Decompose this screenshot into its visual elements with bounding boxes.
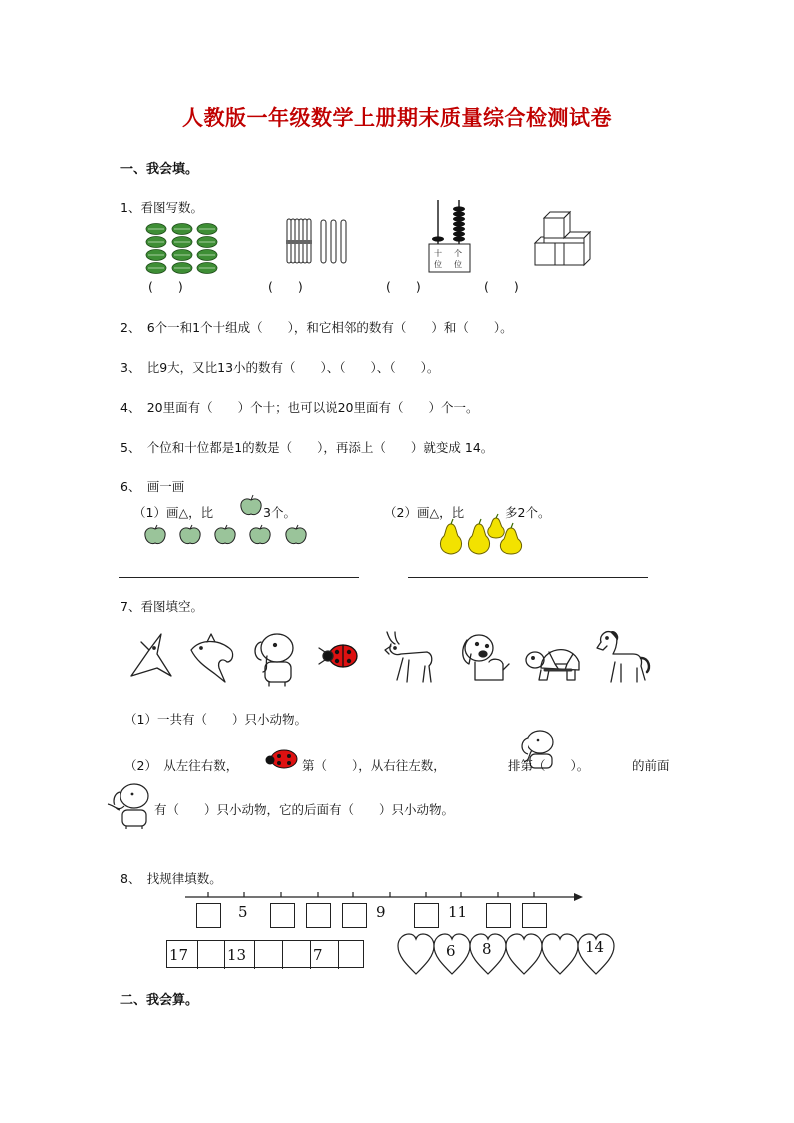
heart-value-6: 6: [446, 942, 456, 960]
number-line-value-9: 9: [376, 903, 386, 921]
grid-cell-7: 7: [310, 941, 338, 969]
number-line-box-5[interactable]: [414, 903, 439, 928]
answer-blank-4[interactable]: ( ): [484, 279, 519, 294]
grid-cell-13: 13: [224, 941, 254, 969]
answer-line-2[interactable]: [408, 577, 648, 578]
apples-row-picture: [143, 524, 313, 548]
question-7-part-3: 有（ ）只小动物，它的后面有（ ）只小动物。: [154, 802, 455, 817]
abacus-ten-label: 十: [434, 249, 442, 258]
elephant-icon: [255, 634, 293, 686]
grid-cell-17: 17: [169, 946, 189, 964]
heart-value-8: 8: [482, 940, 492, 958]
dog-icon: [463, 635, 509, 680]
question-7-part-2-c: 排第（ ）。: [508, 758, 590, 773]
abacus-one-wei-label: 位: [454, 260, 462, 269]
abacus-one-label: 个: [454, 249, 462, 258]
question-2: 2、 6个一和1个十组成（ ），和它相邻的数有（ ）和（ ）。: [120, 320, 513, 335]
page-title: 人教版一年级数学上册期末质量综合检测试卷: [182, 105, 612, 130]
question-6-part-1-a: （1）画△，比: [133, 505, 214, 520]
question-8-label: 8、 找规律填数。: [120, 871, 222, 886]
goat-icon: [385, 632, 432, 682]
number-line-box-7[interactable]: [522, 903, 547, 928]
question-4: 4、 20里面有（ ）个十；也可以说20里面有（ ）个一。: [120, 400, 479, 415]
question-7-part-2-d: 的前面: [632, 758, 670, 773]
number-line-box-6[interactable]: [486, 903, 511, 928]
pears-picture: [436, 516, 526, 556]
question-6-part-2-a: （2）画△，比: [384, 505, 465, 520]
animals-row-picture: [127, 628, 657, 688]
grid-cell-blank-3[interactable]: [282, 941, 310, 969]
answer-blank-1[interactable]: ( ): [148, 279, 183, 294]
question-7-part-2-b: 第（ ），从右往左数，: [302, 758, 446, 773]
question-6-part-2-b: 多2个。: [505, 505, 551, 520]
question-3: 3、 比9大，又比13小的数有（ ）、（ ）、（ ）。: [120, 360, 440, 375]
question-1-label: 1、看图写数。: [120, 200, 203, 215]
section-heading-calculate: 二、我会算。: [120, 993, 199, 1008]
number-line-box-2[interactable]: [270, 903, 295, 928]
answer-blank-3[interactable]: ( ): [386, 279, 421, 294]
number-line-value-11: 11: [448, 903, 468, 921]
question-6-label: 6、 画一画: [120, 479, 185, 494]
heart-value-14: 14: [585, 938, 605, 956]
number-line-value-5: 5: [238, 903, 248, 921]
question-7-part-1: （1）一共有（ ）只小动物。: [124, 712, 307, 727]
bird-icon: [131, 634, 171, 676]
sticks-bundle-picture: [285, 216, 351, 266]
question-6-part-1-b: 3个。: [263, 505, 296, 520]
question-5: 5、 个位和十位都是1的数是（ ），再添上（ ）就变成 14。: [120, 440, 494, 455]
grid-cell-blank-1[interactable]: [197, 941, 224, 969]
number-line-box-4[interactable]: [342, 903, 367, 928]
number-line-box-1[interactable]: [196, 903, 221, 928]
number-grid: [166, 940, 364, 968]
cubes-picture: [532, 208, 594, 270]
turtle-icon: [526, 650, 579, 680]
answer-blank-2[interactable]: ( ): [268, 279, 303, 294]
dolphin-icon: [191, 634, 233, 682]
elephant-small-icon-2: [104, 782, 154, 830]
question-7-part-2-a: （2） 从左往右数，: [124, 758, 239, 773]
grid-cell-blank-2[interactable]: [254, 941, 282, 969]
number-line: [185, 890, 585, 904]
leaves-picture: [145, 222, 220, 274]
section-heading-fill: 一、我会填。: [120, 162, 199, 177]
apple-icon: [239, 495, 263, 517]
horse-icon: [597, 632, 649, 682]
answer-line-1[interactable]: [119, 577, 359, 578]
grid-cell-blank-4[interactable]: [338, 941, 364, 969]
question-7-label: 7、看图填空。: [120, 599, 203, 614]
number-line-box-3[interactable]: [306, 903, 331, 928]
ladybug-small-icon: [264, 748, 300, 772]
abacus-ten-wei-label: 位: [434, 260, 442, 269]
ladybug-icon: [319, 645, 357, 667]
